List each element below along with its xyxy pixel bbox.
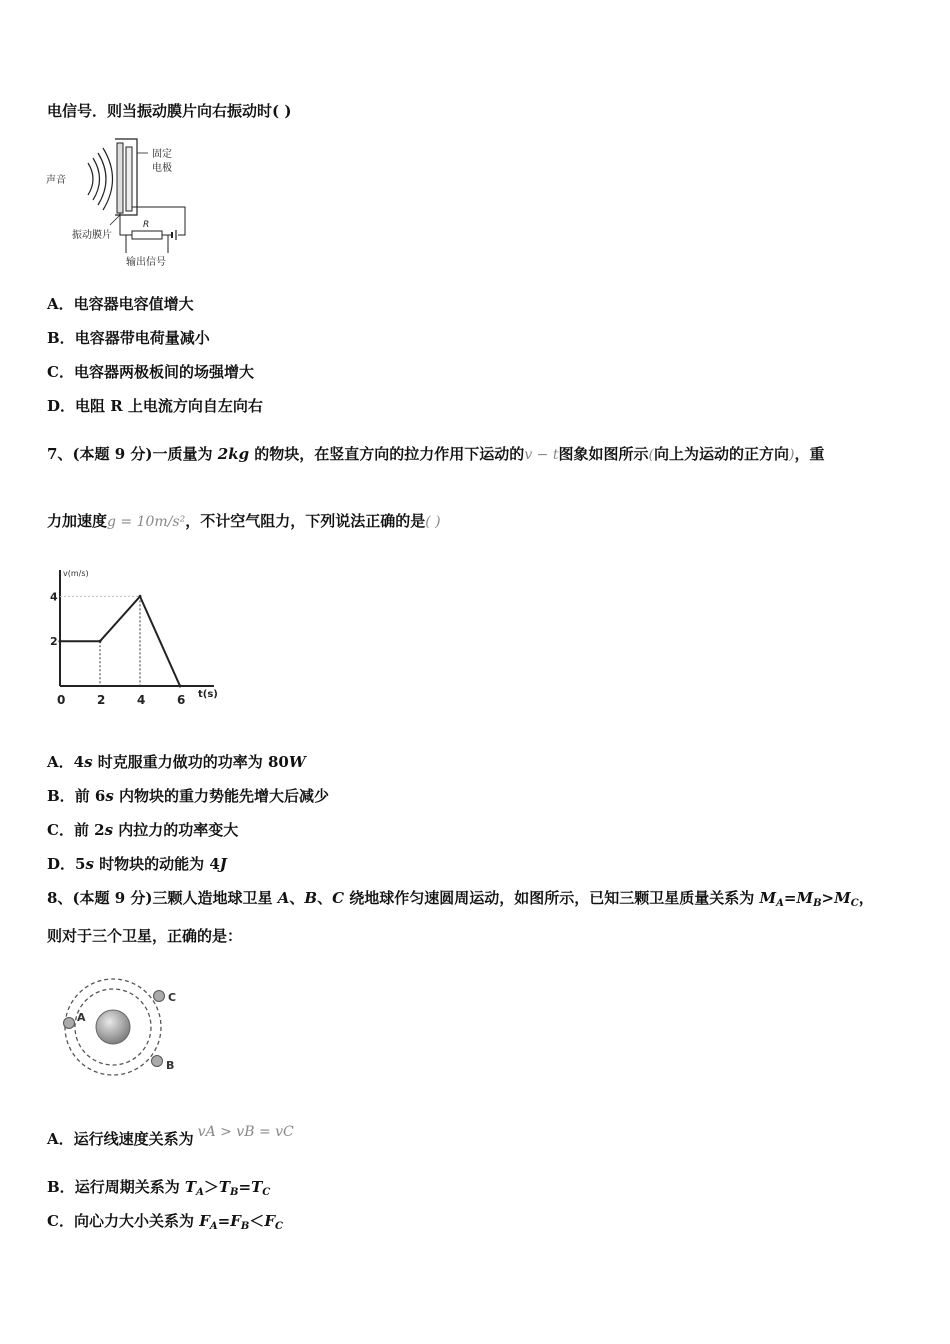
q7-stem-line2: 力加速度g = 10m/s²，不计空气阻力，下列说法正确的是( ) — [47, 512, 441, 530]
fixed-electrode-label-1: 固定 — [152, 149, 172, 160]
data-point — [59, 640, 62, 643]
fixed-electrode-label-2: 电极 — [152, 163, 172, 174]
x-axis-label: t(s) — [198, 689, 218, 700]
membrane-label: 振动膜片 — [72, 230, 112, 241]
earth — [96, 1010, 130, 1044]
velocity-formula: vA > vB = vC — [197, 1124, 294, 1140]
data-point — [179, 685, 182, 688]
q8-option-b: B．运行周期关系为 $T_A>T_B=T_C$ — [47, 1178, 271, 1198]
membrane — [117, 143, 123, 213]
y-tick-label: 2 — [50, 635, 58, 649]
label-c: C — [168, 991, 177, 1004]
q6-stem-tail: 电信号．则当振动膜片向右振动时( ) — [47, 102, 292, 120]
satellite-b — [152, 1056, 163, 1067]
data-point — [99, 640, 102, 643]
sound-waves-icon — [88, 148, 113, 210]
sound-label: 声音 — [46, 175, 66, 186]
x-tick-label: 2 — [97, 693, 106, 707]
label-b: B — [166, 1059, 175, 1072]
x-tick-label: 6 — [177, 693, 186, 707]
satellite-orbits-diagram — [50, 975, 190, 1090]
x-tick-label: 0 — [57, 693, 66, 707]
q6-option-b: B．电容器带电荷量减小 — [47, 329, 210, 347]
resistor-label: R — [143, 220, 150, 230]
answer-blank: ( ) — [425, 514, 441, 530]
q7-option-c: C．前 2s 内拉力的功率变大 — [47, 821, 239, 839]
q7-option-b: B．前 6s 内物块的重力势能先增大后减少 — [47, 787, 330, 805]
label-a: A — [77, 1011, 86, 1024]
y-axis-label: v(m/s) — [63, 569, 89, 578]
q7-option-a: A．4s 时克服重力做功的功率为 80W — [47, 753, 306, 771]
x-tick-label: 4 — [137, 693, 146, 707]
satellite-a — [64, 1018, 75, 1029]
q6-option-d: D．电阻 R 上电流方向自左向右 — [47, 397, 263, 415]
q8-option-c: C．向心力大小关系为 $F_A=F_B<F_C$ — [47, 1212, 283, 1232]
microphone-diagram — [40, 135, 200, 270]
fixed-electrode — [126, 147, 132, 211]
vt-formula: v − t — [524, 447, 559, 463]
q7-stem-line1: 7、(本题 9 分)一质量为 2kg 的物块，在竖直方向的拉力作用下运动的v − t图象如图所示(向上为运动的正方向)，重 — [47, 445, 825, 463]
q6-option-c: C．电容器两极板间的场强增大 — [47, 363, 254, 381]
y-tick-label: 4 — [50, 590, 58, 604]
q7-option-d: D．5s 时物块的动能为 4J — [47, 855, 227, 873]
resistor — [132, 231, 162, 239]
q6-option-a: A．电容器电容值增大 — [47, 295, 194, 313]
velocity-series-line — [60, 596, 180, 686]
g-formula: g = 10m/s² — [107, 514, 186, 530]
satellite-c — [154, 991, 165, 1002]
vt-chart — [40, 560, 240, 710]
data-point — [139, 595, 142, 598]
q8-option-a: A．运行线速度关系为 vA > vB = vC — [47, 1124, 294, 1148]
q8-stem-line1: 8、(本题 9 分)三颗人造地球卫星 A、B、C 绕地球作匀速圆周运动，如图所示，已知三颗卫星质量关系为 $M_A=M_B>M_C$， — [47, 889, 874, 909]
output-label: 输出信号 — [126, 257, 166, 268]
q8-stem-line2: 则对于三个卫星，正确的是： — [47, 927, 243, 945]
